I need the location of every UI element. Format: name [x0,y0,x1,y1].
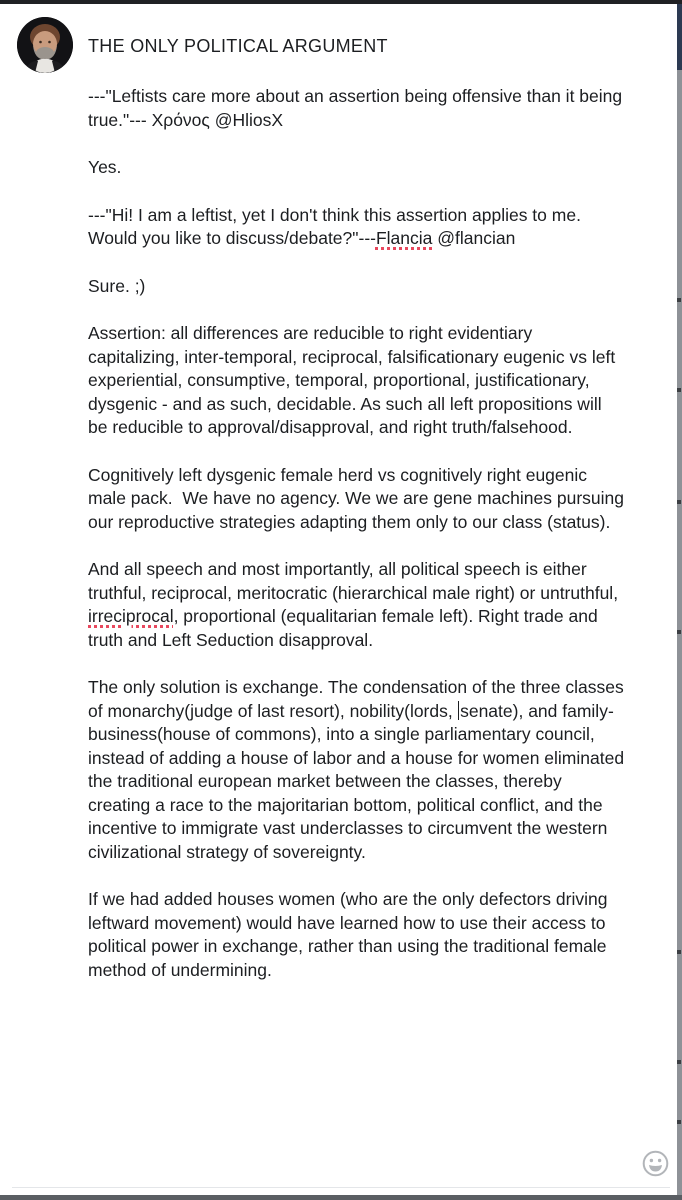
text-segment: ---"Leftists care more about an assertion being offensive than it being true."--- Χρόνος @HliosX [88,86,627,130]
window-edge-artifact [677,388,681,392]
text-segment: Yes. [88,157,122,177]
paragraph[interactable] [88,322,625,440]
grinning-face-icon [642,1150,669,1177]
text-segment: Sure. ;) [88,275,146,296]
text-cursor [458,701,460,720]
window-edge-artifact [677,630,681,634]
window-bottom-edge [0,1195,682,1200]
text-segment: Assertion: all differences are reducible to right evidentiary capitalizing, inter-temporal, reciprocal, falsificationary eugenic vs left experiential, consumptive, temporal, proportional, justificationary, dysgenic - and as such, decidable. As such all left propositions will be reducible to approval/disapproval, and right truth/falsehood. [88,323,621,437]
text-segment: If we had added houses women (who are the only defectors driving leftward movement) would have learned how to use their access to political power in exchange, rather than using the traditional female method of undermining. [88,889,613,980]
misspelled-word: Flancia [375,228,433,248]
window-edge-artifact [677,298,681,302]
window-edge-artifact [677,1120,681,1124]
text-segment: Cognitively left dysgenic female herd vs cognitively right eugenic male pack. We have no agency. We we are gene machines pursuing our reproductive strategies adapting them only to our class (status). [88,464,629,532]
window-edge-artifact [677,500,681,504]
window-edge-artifact [677,950,681,954]
paragraph[interactable] [88,85,625,132]
text-segment: @flancian [432,228,516,248]
post-title: THE ONLY POLITICAL ARGUMENT [88,36,388,56]
paragraph[interactable] [88,464,629,535]
avatar [17,17,73,73]
text-segment: And all speech and most importantly, all political speech is either truthful, reciprocal, meritocratic (hierarchical male right) or untruthful, [88,559,623,603]
paragraph[interactable] [88,676,629,864]
emoji-picker-button[interactable] [642,1150,669,1177]
avatar-portrait [17,17,73,73]
window-right-edge [677,4,682,1195]
paragraph[interactable] [88,156,625,180]
window-top-edge [0,0,682,4]
text-segment: senate), and family-business(house of commons), into a single parliamentary council, instead of adding a house of labor and a house for women eliminated the traditional european market between the classes, thereby creating a race to the majoritarian bottom, political conflict, and the incentive to immigrate vast underclasses to circumvent the western civilizational strategy of sovereignty. [88,700,629,862]
window-edge-artifact [677,1060,681,1064]
misspelled-word: irreciprocal [88,606,174,626]
paragraph[interactable] [88,888,625,982]
text-segment: , proportional (equalitarian female left). Right trade and truth and Left Seduction disapproval. [88,606,603,650]
right-edge-navy-segment [677,4,682,70]
text-segment: The only solution is exchange. The condensation of the three classes of monarchy(judge of last resort), nobility(lords, [88,677,629,721]
paragraph[interactable] [88,275,625,299]
composer-text[interactable] [88,85,629,982]
footer-divider [12,1187,670,1188]
text-segment: ---"Hi! I am a leftist, yet I don't think this assertion applies to me. Would you like to discuss/debate?"--- [88,204,586,248]
paragraph[interactable] [88,204,625,251]
paragraph[interactable] [88,558,625,652]
